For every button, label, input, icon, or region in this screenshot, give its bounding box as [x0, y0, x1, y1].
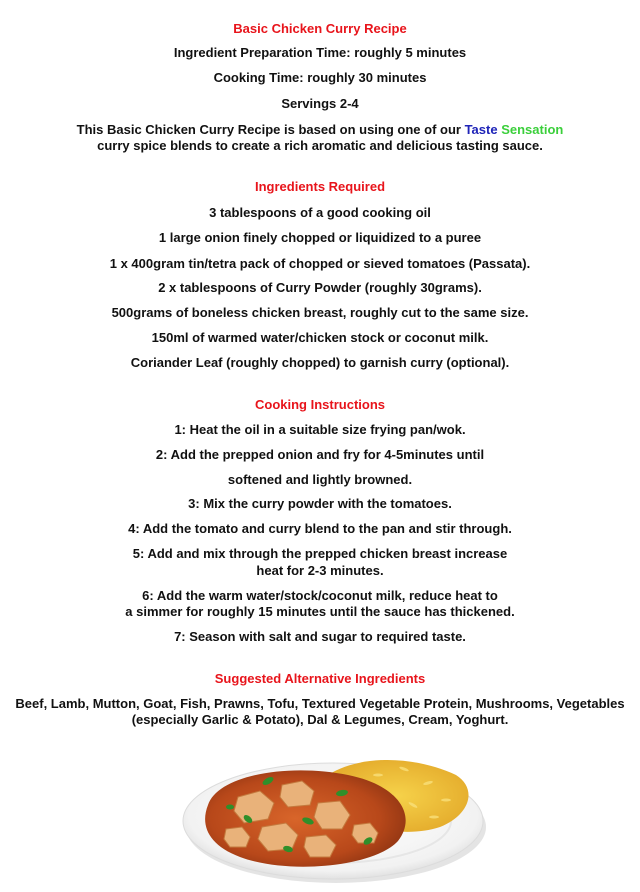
instruction-step: a simmer for roughly 15 minutes until the sauce has thickened.	[125, 604, 515, 619]
intro-line-1	[0, 122, 640, 138]
ingredient-item: Coriander Leaf (roughly chopped) to garnish curry (optional).	[130, 355, 510, 370]
instructions-heading: Cooking Instructions	[255, 397, 385, 412]
ingredient-item: 1 large onion finely chopped or liquidized to a puree	[158, 230, 482, 245]
recipe-title: Basic Chicken Curry Recipe	[233, 21, 407, 36]
instruction-step: 7: Season with salt and sugar to required taste.	[174, 629, 466, 644]
prep-time: Ingredient Preparation Time: roughly 5 minutes	[173, 45, 467, 60]
alternatives-line: (especially Garlic & Potato), Dal & Legumes, Cream, Yoghurt.	[131, 712, 509, 727]
brand-name-sensation: Sensation	[501, 122, 564, 137]
intro-text: This Basic Chicken Curry Recipe is based on using one of our	[76, 122, 465, 137]
instruction-step: 6: Add the warm water/stock/coconut milk, reduce heat to	[142, 588, 498, 603]
instruction-step: softened and lightly browned.	[227, 472, 413, 487]
ingredient-item: 2 x tablespoons of Curry Powder (roughly 30grams).	[158, 280, 482, 295]
brand-name-taste: Taste	[464, 122, 498, 137]
intro-line-2: curry spice blends to create a rich aromatic and delicious tasting sauce.	[97, 138, 543, 153]
instruction-step: heat for 2-3 minutes.	[256, 563, 384, 578]
instruction-step: 5: Add and mix through the prepped chicken breast increase	[132, 546, 508, 561]
alternatives-heading: Suggested Alternative Ingredients	[214, 671, 426, 686]
instruction-step: 2: Add the prepped onion and fry for 4-5minutes until	[155, 447, 485, 462]
ingredients-heading: Ingredients Required	[254, 179, 386, 194]
ingredient-item: 1 x 400gram tin/tetra pack of chopped or sieved tomatoes (Passata).	[109, 256, 531, 271]
ingredient-item: 150ml of warmed water/chicken stock or coconut milk.	[151, 330, 489, 345]
alternatives-line: Beef, Lamb, Mutton, Goat, Fish, Prawns, Tofu, Textured Vegetable Protein, Mushrooms, Vegetables	[15, 696, 625, 711]
ingredient-item: 3 tablespoons of a good cooking oil	[209, 205, 431, 220]
instruction-step: 4: Add the tomato and curry blend to the pan and stir through.	[128, 521, 512, 536]
instruction-step: 3: Mix the curry powder with the tomatoes.	[188, 496, 452, 511]
ingredient-item: 500grams of boneless chicken breast, roughly cut to the same size.	[111, 305, 529, 320]
cook-time: Cooking Time: roughly 30 minutes	[213, 70, 427, 85]
instruction-step: 1: Heat the oil in a suitable size frying pan/wok.	[174, 422, 466, 437]
chicken-curry-plate-image	[178, 745, 490, 885]
servings: Servings 2-4	[281, 96, 359, 111]
